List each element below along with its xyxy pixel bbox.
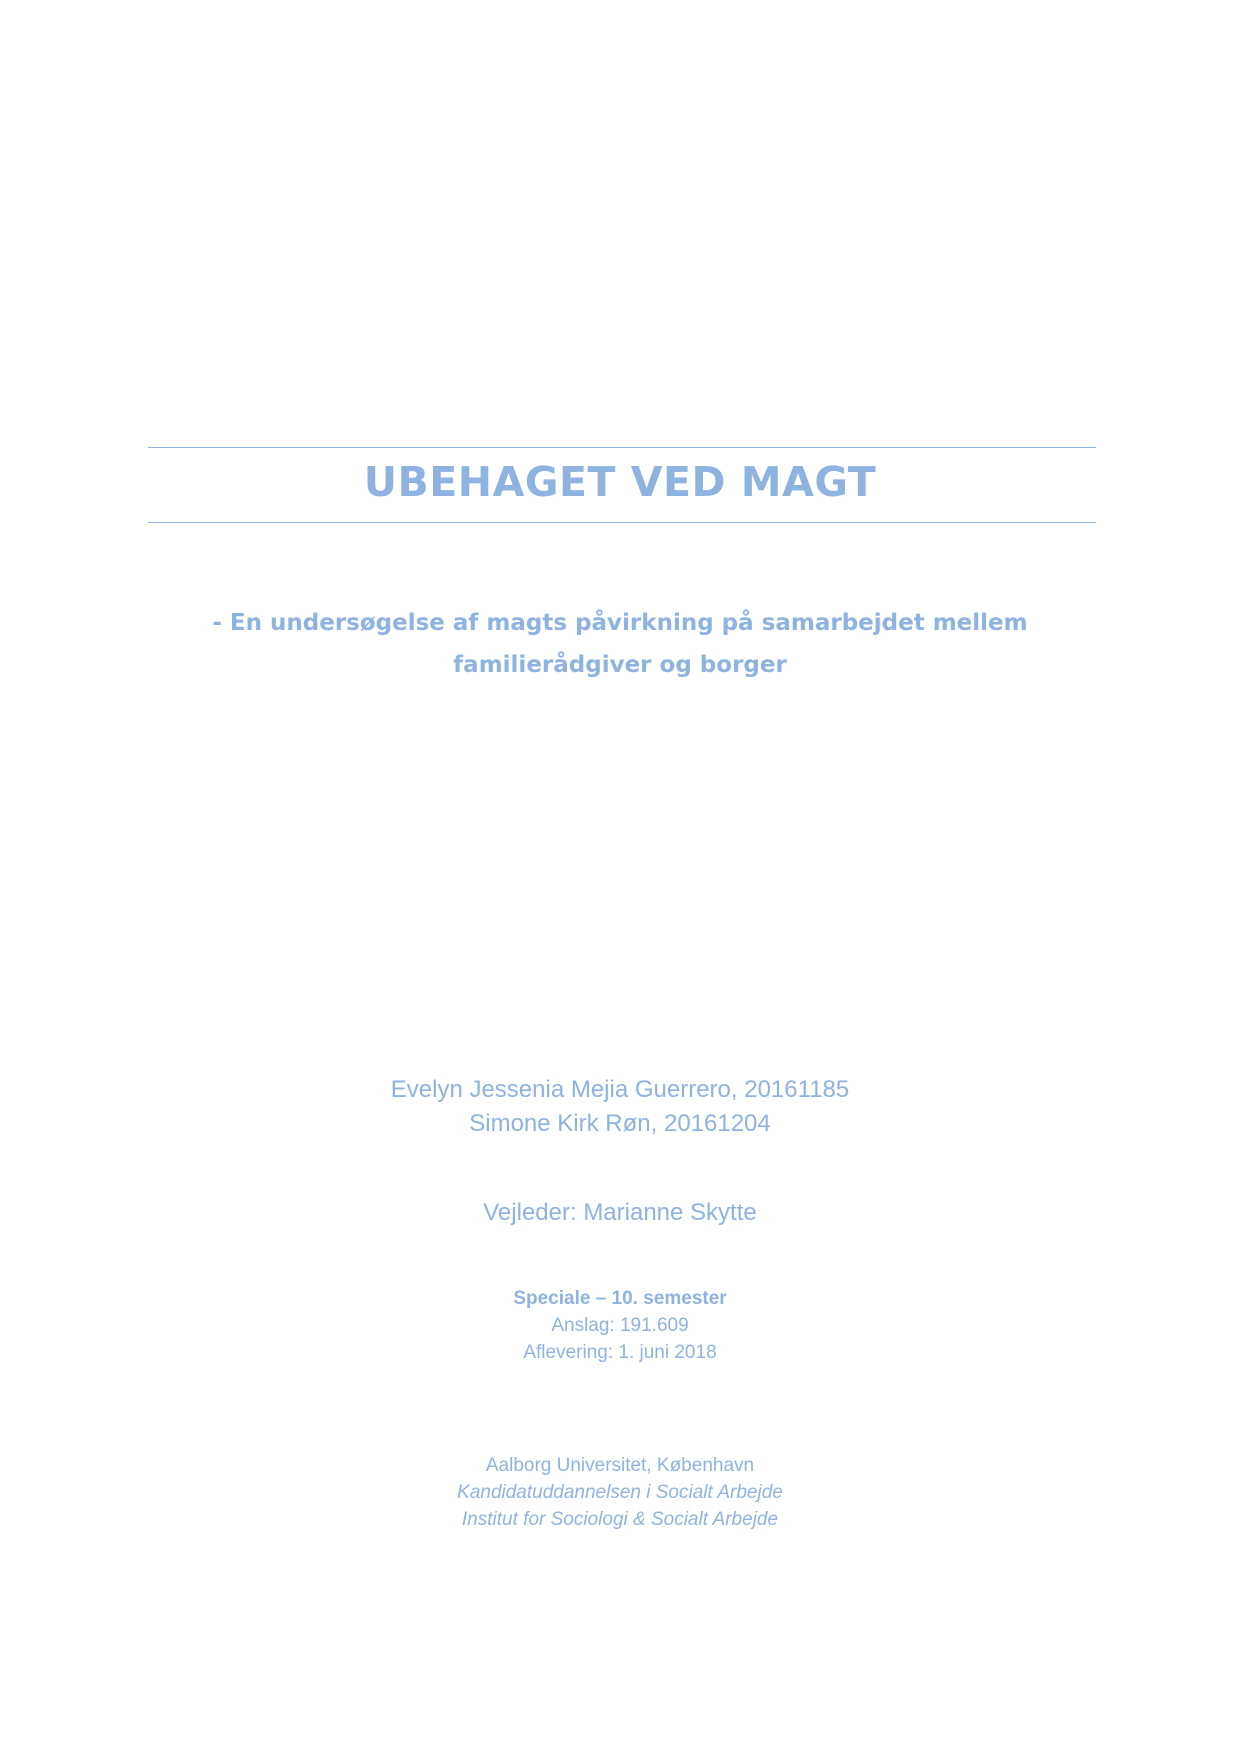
institution-block — [0, 1452, 1240, 1533]
thesis-meta — [0, 1285, 1240, 1366]
title-top-rule — [148, 447, 1096, 448]
advisor: Vejleder: Marianne Skytte — [483, 1199, 757, 1226]
university-name: Aalborg Universitet, København — [485, 1455, 755, 1476]
department-name: Institut for Sociologi & Socialt Arbejde — [461, 1509, 779, 1530]
subtitle-line-1: - En undersøgelse af magts påvirkning på samarbejdet mellem — [212, 610, 1028, 636]
thesis-submission: Aflevering: 1. juni 2018 — [523, 1342, 717, 1363]
thesis-characters: Anslag: 191.609 — [551, 1315, 689, 1336]
authors-block — [0, 1073, 1240, 1141]
title-bottom-rule — [148, 522, 1096, 523]
thesis-type: Speciale – 10. semester — [513, 1288, 727, 1309]
author-2: Simone Kirk Røn, 20161204 — [469, 1110, 771, 1137]
page-title: UBEHAGET VED MAGT — [363, 458, 877, 506]
author-1: Evelyn Jessenia Mejia Guerrero, 20161185 — [390, 1076, 850, 1103]
subtitle-line-2: familierådgiver og borger — [453, 652, 787, 678]
programme-name: Kandidatuddannelsen i Socialt Arbejde — [457, 1482, 783, 1503]
subtitle — [0, 602, 1240, 686]
